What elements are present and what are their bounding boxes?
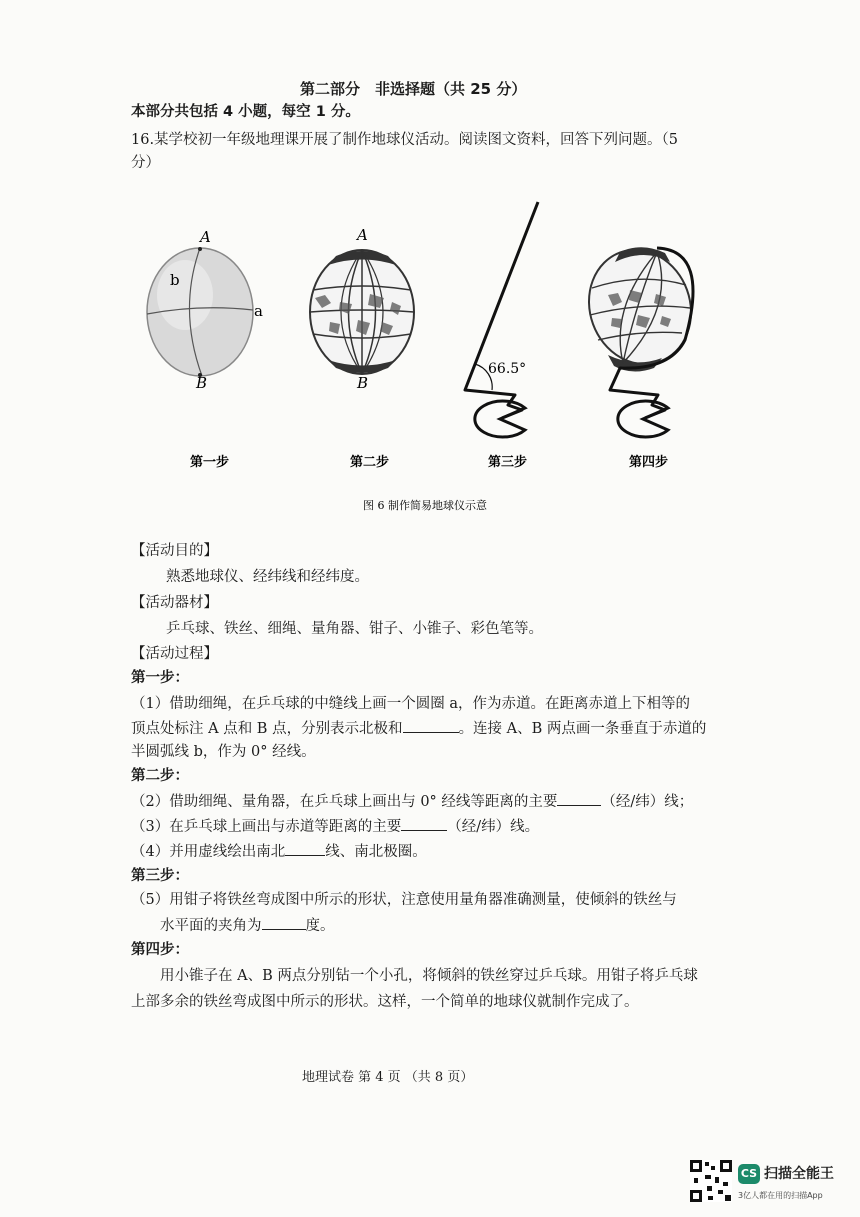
answer-blank-5[interactable] [262,915,306,930]
q3-line: （3）在乒乓球上画出与赤道等距离的主要 （经/纬）线。 [131,816,539,837]
process-heading: 【活动过程】 [131,646,218,662]
label-a: a [254,302,263,320]
answer-blank-1[interactable] [403,718,459,733]
step4-line-2: 上部多余的铁丝弯成图中所示的形状。这样，一个简单的地球仪就制作完成了。 [131,994,639,1010]
q2-line: （2）借助细绳、量角器，在乒乓球上画出与 0° 经线等距离的主要 （经/纬）线； [131,791,693,812]
step-label-3: 第三步 [488,455,528,470]
purpose-text: 熟悉地球仪、经纬线和经纬度。 [166,569,369,585]
q1-line-3: 半圆弧线 b，作为 0° 经线。 [131,744,316,760]
app-tagline: 3亿人都在用的扫描App [738,1191,823,1200]
step4-line-1: 用小锥子在 A、B 两点分别钻一个小孔，将倾斜的铁丝穿过乒乓球。用钳子将乒乓球 [160,968,698,984]
label-b: b [170,271,180,289]
section-note: 本部分共包括 4 小题，每空 1 分。 [131,104,360,120]
step2-gridded-ball [310,226,414,392]
step4-assembled-globe [573,235,707,437]
app-name: 扫描全能王 [764,1166,834,1182]
question-line-1: 16.某学校初一年级地理课开展了制作地球仪活动。阅读图文资料，回答下列问题。（5 [131,132,679,148]
figure-caption: 图 6 制作简易地球仪示意 [363,499,487,512]
label-B-step1: B [196,374,208,392]
step2-heading: 第二步： [131,768,189,784]
purpose-heading: 【活动目的】 [131,543,218,559]
qr-code [690,1160,732,1202]
step-label-1: 第一步 [190,455,230,470]
step3-wire-stand [465,202,538,437]
camscanner-logo: CS [738,1164,760,1184]
step-label-2: 第二步 [350,455,390,470]
step1-heading: 第一步： [131,670,189,686]
globe-making-figure [130,190,730,520]
label-A: A [200,228,211,246]
q5-line-2: 水平面的夹角为 度。 [160,915,335,936]
q5-line-1: （5）用钳子将铁丝弯成图中所示的形状，注意使用量角器准确测量，使倾斜的铁丝与 [131,892,677,908]
answer-blank-2[interactable] [557,791,601,806]
step-label-4: 第四步 [629,455,669,470]
question-line-2: 分） [131,155,160,171]
step1-ball [147,228,263,392]
section-title: 第二部分 非选择题（共 25 分） [300,80,527,98]
materials-text: 乒乓球、铁丝、细绳、量角器、钳子、小锥子、彩色笔等。 [166,621,543,637]
materials-heading: 【活动器材】 [131,595,218,611]
q1-line-2: 顶点处标注 A 点和 B 点，分别表示北极和 。连接 A、B 两点画一条垂直于赤道的 [131,718,706,739]
q1-line-1: （1）借助细绳，在乒乓球的中缝线上画一个圆圈 a，作为赤道。在距离赤道上下相等的 [131,696,690,712]
step4-heading: 第四步： [131,942,189,958]
label-A-step2: A [357,226,368,244]
answer-blank-3[interactable] [401,816,447,831]
page-footer: 地理试卷 第 4 页 （共 8 页） [302,1070,474,1085]
answer-blank-4[interactable] [285,841,325,856]
step3-heading: 第三步： [131,868,189,884]
label-B-step2: B [357,374,369,392]
q4-line: （4）并用虚线绘出南北 线、南北极圈。 [131,841,427,862]
angle-label: 66.5° [488,361,527,377]
